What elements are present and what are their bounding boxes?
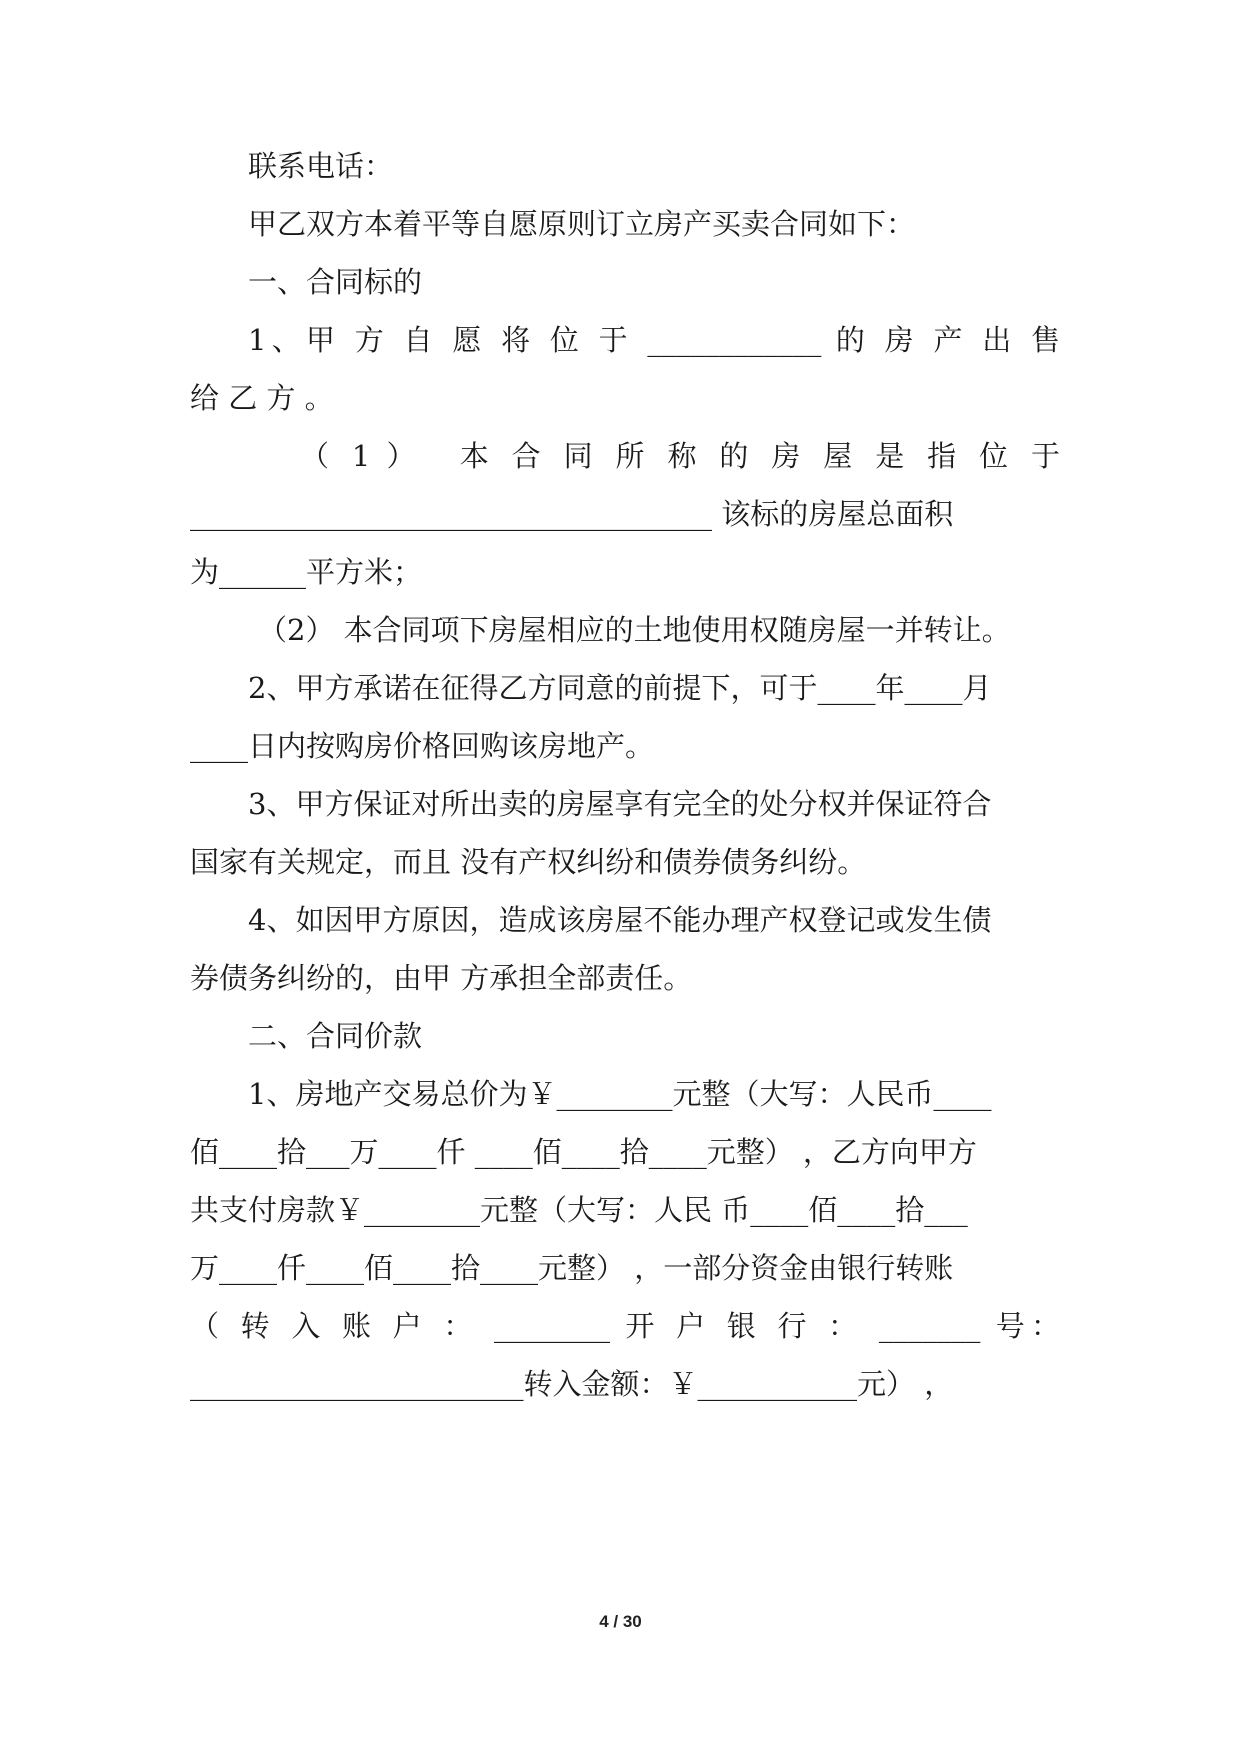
clause-1-line-1: 1、甲 方 自 愿 将 位 于 ____________ 的 房 产 出 售 (248, 323, 1060, 357)
price-clause-line-2: 佰____拾___万____仟 ____佰____拾____元整） ，乙方向甲方 (190, 1135, 977, 1169)
price-clause-line-6: _______________________转入金额：￥___________元） ， (190, 1367, 954, 1401)
clause-2-line-2: ____日内按购房价格回购该房地产。 (190, 729, 655, 763)
price-clause-line-3: 共支付房款￥________元整（大写：人民 币____佰____拾___ (190, 1193, 968, 1227)
price-clause-line-1: 1、房地产交易总价为￥________元整（大写：人民币____ (248, 1077, 992, 1111)
clause-1-sub-1-line-2: ____________________________________ 该标的房屋总面积 (190, 497, 954, 531)
clause-2-line-1: 2、甲方承诺在征得乙方同意的前提下，可于____年____月 (248, 671, 992, 705)
clause-1-sub-1-line-1: （ 1 ） 本 合 同 所 称 的 房 屋 是 指 位 于 (300, 439, 1060, 473)
price-clause-line-4: 万____仟____佰____拾____元整） ，一部分资金由银行转账 (190, 1251, 954, 1285)
contact-phone-line: 联系电话： (248, 149, 394, 183)
section-heading-price: 二、合同价款 (248, 1019, 423, 1053)
clause-1-line-2: 给 乙 方 。 (190, 381, 334, 415)
clause-3-line-2: 国家有关规定，而且 没有产权纠纷和债券债务纠纷。 (190, 845, 867, 879)
page-number: 4 / 30 (599, 1612, 642, 1631)
intro-line: 甲乙双方本着平等自愿原则订立房产买卖合同如下： (248, 207, 916, 241)
clause-4-line-2: 券债务纠纷的，由甲 方承担全部责任。 (190, 961, 693, 995)
clause-4-line-1: 4、如因甲方原因，造成该房屋不能办理产权登记或发生债 (248, 903, 992, 937)
clause-3-line-1: 3、甲方保证对所出卖的房屋享有完全的处分权并保证符合 (248, 787, 992, 821)
clause-1-sub-2-line: （2） 本合同项下房屋相应的土地使用权随房屋一并转让。 (258, 613, 1011, 647)
clause-1-sub-1-line-3: 为______平方米； (190, 555, 423, 589)
price-clause-line-5: （ 转 入 账 户 ： ________ 开 户 银 行 ： _______ 号： (190, 1309, 1060, 1343)
section-heading-subject: 一、合同标的 (248, 265, 423, 299)
